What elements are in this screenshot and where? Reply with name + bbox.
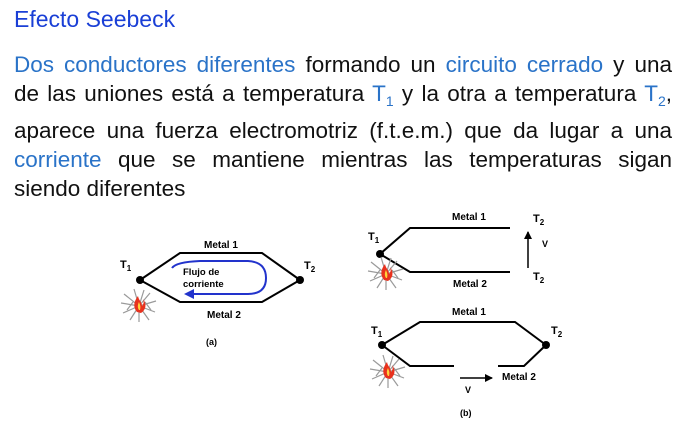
symbol-t1-letter: T	[372, 81, 386, 106]
junction-t1-b-upper	[376, 250, 384, 258]
t1-label-b-upper: $T_1$	[368, 231, 380, 245]
metal1-wire-a	[140, 253, 300, 280]
highlight-circuito: circuito cerrado	[445, 52, 604, 77]
t2-bottom-label-b-upper: $T_2$	[533, 271, 545, 285]
metal1-label-a: Metal 1	[204, 240, 238, 251]
para-text-3: y la otra a temperatura	[393, 81, 645, 106]
para-text-2: y una de las uniones está a temperatura	[14, 52, 672, 106]
caption-b: (b)	[460, 408, 472, 418]
metal1-wire-b-lower	[382, 322, 546, 345]
symbol-t2-sub: 2	[657, 93, 666, 109]
symbol-t2-letter: T	[644, 81, 658, 106]
highlight-conductores: Dos conductores diferentes	[14, 52, 296, 77]
metal2-wire-b-lower-right	[498, 345, 546, 366]
t1-label-b-lower: $T_1$	[371, 325, 383, 339]
voltage-label-b-upper: V	[542, 239, 549, 249]
metal1-label-b-lower: Metal 1	[452, 307, 486, 318]
metal2-label-a: Metal 2	[207, 310, 241, 321]
diagram-a	[120, 240, 316, 347]
t2-label-b-lower: $T_2$	[551, 325, 563, 339]
t2-top-label-b-upper: $T_2$	[533, 213, 545, 227]
voltage-label-b-lower: V	[465, 385, 472, 395]
flow-label-line1: Flujo de	[183, 267, 220, 278]
para-text-1: formando un	[295, 52, 446, 77]
highlight-corriente: corriente	[14, 147, 102, 172]
spark-icon-a	[121, 289, 156, 322]
spark-icon-b-lower	[370, 355, 405, 388]
junction-t1-b-lower	[378, 341, 386, 349]
spark-icon-b-upper	[368, 257, 403, 290]
junction-t1-a	[136, 276, 144, 284]
t1-label-a: $T_1$	[120, 259, 132, 273]
para-text-5: que se mantiene mientras las temperaturas sigan siendo diferentes	[14, 147, 672, 201]
metal1-wire-b-upper	[380, 228, 510, 254]
slide-title: Efecto Seebeck	[14, 6, 176, 32]
junction-t2-b-lower	[542, 341, 550, 349]
caption-a: (a)	[206, 337, 217, 347]
metal2-wire-b-upper	[380, 254, 510, 272]
metal1-label-b-upper: Metal 1	[452, 212, 486, 223]
junction-t2-a	[296, 276, 304, 284]
flow-label-line2: corriente	[183, 279, 224, 290]
metal2-label-b-upper: Metal 2	[453, 279, 487, 290]
para-text-4: , aparece una fuerza electromotriz (f.t.e.m.) que da lugar a una	[14, 81, 672, 143]
diagram-b-upper	[368, 212, 548, 290]
symbol-t1-sub: 1	[385, 93, 394, 109]
diagram-b-lower	[370, 307, 563, 418]
metal2-label-b-lower: Metal 2	[502, 372, 536, 383]
metal2-wire-b-lower-left	[382, 345, 454, 366]
t2-label-a: $T_2$	[304, 260, 316, 274]
